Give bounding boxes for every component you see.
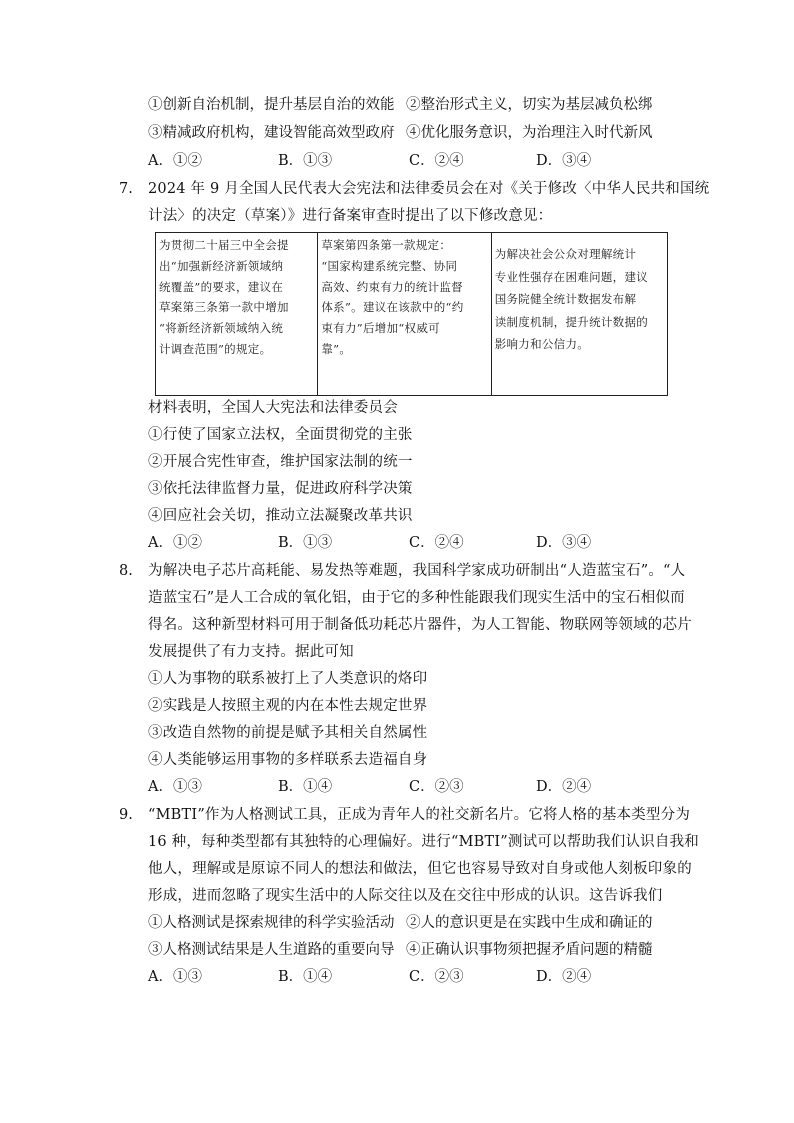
q7-table-cell-3 [491,233,667,395]
q7-stem-line-1: 2024 年 9 月全国人民代表大会宪法和法律委员会在对《关于修改〈中华人民共和国统 [148,181,710,197]
q9-option-2: ②人的意识更是在实践中生成和确证的 [406,915,653,931]
q8-stem-line-4: 发展提供了有力支持。据此可知 [148,644,354,660]
q6-option-1: ①创新自治机制，提升基层自治的效能 [148,97,395,113]
q9-stem-line-3: 他人，理解或是原谅不同人的想法和做法，但它也容易导致对自身或他人刻板印象的 [148,861,692,877]
q7-choice-b: B．①③ [278,535,333,551]
q7-statement-3: ③依托法律监督力量，促进政府科学决策 [148,481,413,497]
q8-statement-2: ②实践是人按照主观的内在本性去规定世界 [148,698,428,714]
q8-number: 8. [119,563,133,579]
q9-options-row-1 [148,913,668,933]
q9-choices [148,967,668,987]
q7-statement-4: ④回应社会关切，推动立法凝聚改革共识 [148,508,413,524]
q7-cell3-line: 影响力和公信力。 [494,337,590,351]
q7-cell2-line: “国家构建系统完整、协同 [321,258,458,273]
q7-choices [148,533,668,553]
q9-stem-line-1: “MBTI”作为人格测试工具，正成为青年人的社交新名片。它将人格的基本类型分为 [148,807,691,823]
q9-choice-b: B．①④ [278,969,333,985]
q7-cell1-line: 计调查范围”的规定。 [159,341,272,356]
q7-stem-line-2: 计法〉的决定（草案）》进行备案审查时提出了以下修改意见： [148,208,553,224]
q6-option-2: ②整治形式主义，切实为基层减负松绑 [406,97,653,113]
q6-choice-c: C．②④ [409,153,464,169]
q7-choice-a: A．①② [148,535,202,551]
q8-choice-d: D．②④ [536,779,592,795]
q9-choice-d: D．②④ [536,969,592,985]
q7-cell2-line: 靠”。 [321,341,352,356]
q6-choice-b: B．①③ [278,153,333,169]
q8-statement-3: ③改造自然物的前提是赋予其相关自然属性 [148,725,428,741]
q6-option-4: ④优化服务意识，为治理注入时代新风 [406,125,653,141]
q6-choice-a: A．①② [148,153,202,169]
q8-statement-1: ①人为事物的联系被打上了人类意识的烙印 [148,671,428,687]
q7-cell2-line: 高效、约束有力的统计监督 [321,279,463,294]
q8-stem-line-1: 为解决电子芯片高耗能、易发热等难题，我国科学家成功研制出“人造蓝宝石”。“人 [148,563,686,579]
q7-cell1-line: 草案第三条第一款中增加 [159,300,289,315]
q9-option-3: ③人格测试结果是人生道路的重要向导 [148,942,395,958]
q7-cell2-line: 束有力”后增加“权威可 [321,321,440,336]
q9-option-1: ①人格测试是探索规律的科学实验活动 [148,915,395,931]
q8-statement-4: ④人类能够运用事物的多样联系去造福自身 [148,752,428,768]
q7-cell3-line: 为解决社会公众对理解统计 [494,247,637,261]
q9-stem-line-4: 形成，进而忽略了现实生活中的人际交往以及在交往中形成的认识。这告诉我们 [148,888,663,904]
q8-choice-c: C．②③ [409,779,464,795]
q8-choice-b: B．①④ [278,779,333,795]
q6-choices [148,151,668,171]
q9-stem-line-2: 16 种，每种类型都有其独特的心理偏好。进行“MBTI”测试可以帮助我们认识自我和 [148,834,699,850]
q7-statement-1: ①行使了国家立法权，全面贯彻党的主张 [148,427,413,443]
q7-cell1-line: “将新经济新领域纳入统 [159,321,284,336]
q9-number: 9. [119,807,133,823]
q7-suggestion-table [155,232,668,396]
q7-cell3-line: 读制度机制，提升统计数据的 [494,314,649,329]
q7-cell1-line: 出“加强新经济新领域纳 [159,258,284,273]
q9-choice-c: C．②③ [409,969,464,985]
q9-choice-a: A．①③ [148,969,202,985]
q8-choices [148,777,668,797]
q7-number: 7. [119,181,133,197]
q7-choice-d: D．③④ [536,535,592,551]
q9-option-4: ④正确认识事物须把握矛盾问题的精髓 [406,942,653,958]
q8-choice-a: A．①③ [148,779,202,795]
q7-cell3-line: 国务院健全统计数据发布解 [494,292,637,306]
q6-options-row-2 [148,123,668,143]
q7-choice-c: C．②④ [409,535,464,551]
q7-cell1-line: 为贯彻二十届三中全会提 [159,238,289,252]
q8-stem-line-2: 造蓝宝石”是人工合成的氧化铝，由于它的多种性能跟我们现实生活中的宝石相似而 [148,590,685,606]
q6-options-row-1 [148,95,668,115]
q7-lead: 材料表明，全国人大宪法和法律委员会 [148,400,398,416]
q6-option-3: ③精减政府机构，建设智能高效型政府 [148,125,395,141]
q9-options-row-2 [148,940,668,960]
q7-cell2-line: 草案第四条第一款规定： [321,238,452,252]
q7-table-cell-2 [317,233,490,395]
q7-statement-2: ②开展合宪性审查，维护国家法制的统一 [148,454,413,470]
q7-cell2-line: 体系”。建议在该款中的“约 [321,300,464,315]
q8-stem-line-3: 得名。这种新型材料可用于制备低功耗芯片器件，为人工智能、物联网等领域的芯片 [148,617,692,633]
q6-choice-d: D．③④ [536,153,592,169]
q7-cell3-line: 专业性强存在困难问题，建议 [494,269,649,284]
q7-cell1-line: 统覆盖”的要求，建议在 [159,279,284,294]
q7-table-cell-1 [156,233,317,395]
